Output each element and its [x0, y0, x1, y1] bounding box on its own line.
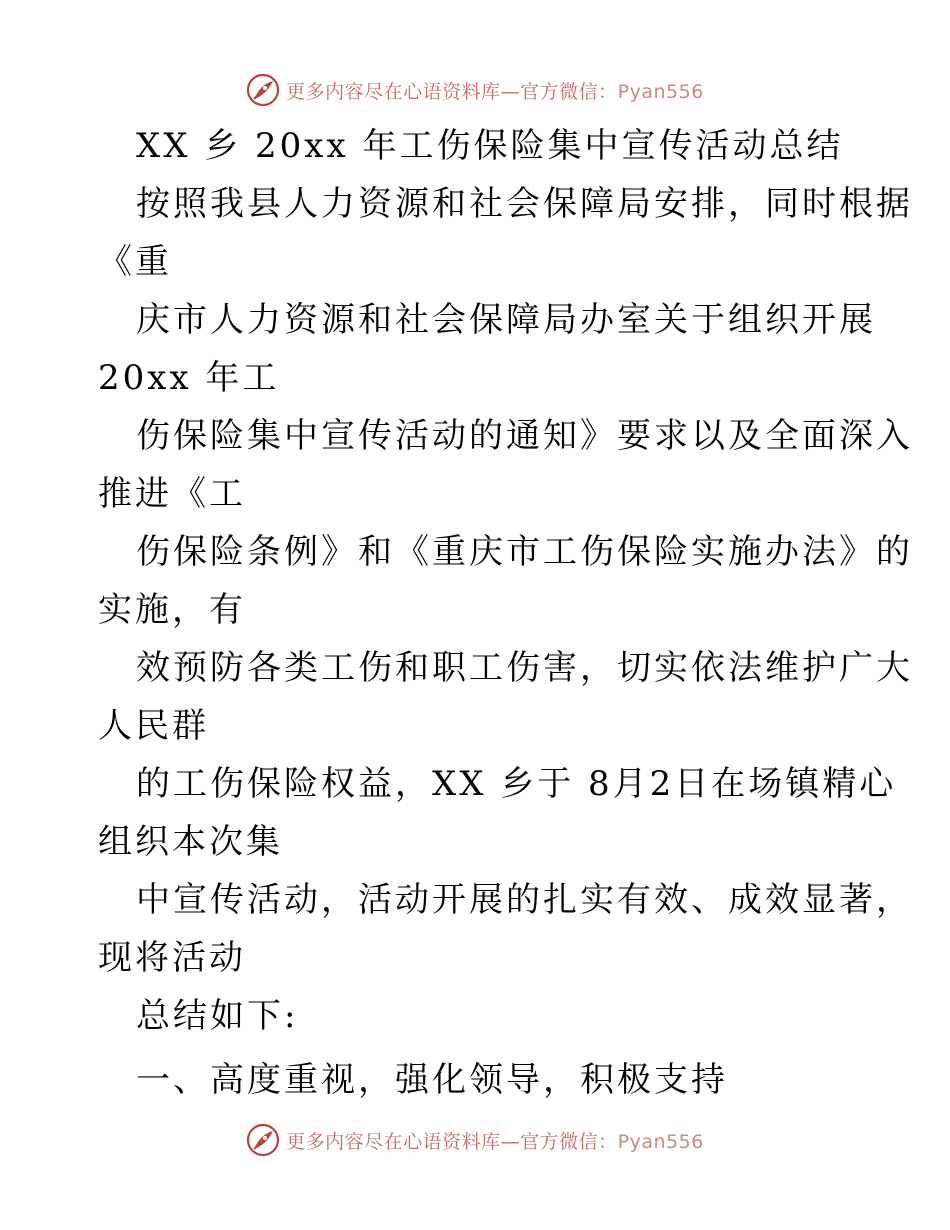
- pen-nib-logo-icon: [246, 1123, 280, 1157]
- paragraph-line: 组织本次集: [98, 822, 283, 862]
- paragraph-line: 的工伤保险权益，XX 乡于 8月2日在场镇精心: [136, 764, 897, 804]
- banner-wechat-id: Pyan556: [617, 80, 704, 103]
- paragraph-line: 实施，有: [98, 590, 246, 630]
- paragraph-line: 总结如下:: [136, 996, 299, 1036]
- paragraph-line: 现将活动: [98, 938, 246, 978]
- banner-wechat-id: Pyan556: [617, 1130, 704, 1153]
- paragraph-line: 《重: [98, 242, 172, 282]
- banner-text: [286, 77, 704, 104]
- paragraph-line: 人民群: [98, 706, 209, 746]
- paragraph-line: 推进《工: [98, 474, 246, 514]
- paragraph-line: 中宣传活动，活动开展的扎实有效、成效显著，: [136, 880, 913, 920]
- banner-text: [286, 1127, 704, 1154]
- paragraph-line: 庆市人力资源和社会保障局办室关于组织开展: [136, 300, 876, 340]
- footer-banner: [0, 1120, 950, 1160]
- header-banner: [0, 70, 950, 110]
- banner-text-cn: 更多内容尽在心语资料库—官方微信：: [286, 80, 618, 103]
- paragraph-line: 按照我县人力资源和社会保障局安排，同时根据: [136, 184, 913, 224]
- section-heading: 一、高度重视，强化领导，积极支持: [136, 1060, 728, 1100]
- document-title: XX 乡 20xx 年工伤保险集中宣传活动总结: [136, 126, 844, 166]
- paragraph-line: 伤保险集中宣传活动的通知》要求以及全面深入: [136, 416, 913, 456]
- paragraph-line: 20xx 年工: [98, 358, 280, 398]
- paragraph-line: 伤保险条例》和《重庆市工伤保险实施办法》的: [136, 532, 913, 572]
- pen-nib-logo-icon: [246, 73, 280, 107]
- paragraph-line: 效预防各类工伤和职工伤害，切实依法维护广大: [136, 648, 913, 688]
- banner-text-cn: 更多内容尽在心语资料库—官方微信：: [286, 1130, 618, 1153]
